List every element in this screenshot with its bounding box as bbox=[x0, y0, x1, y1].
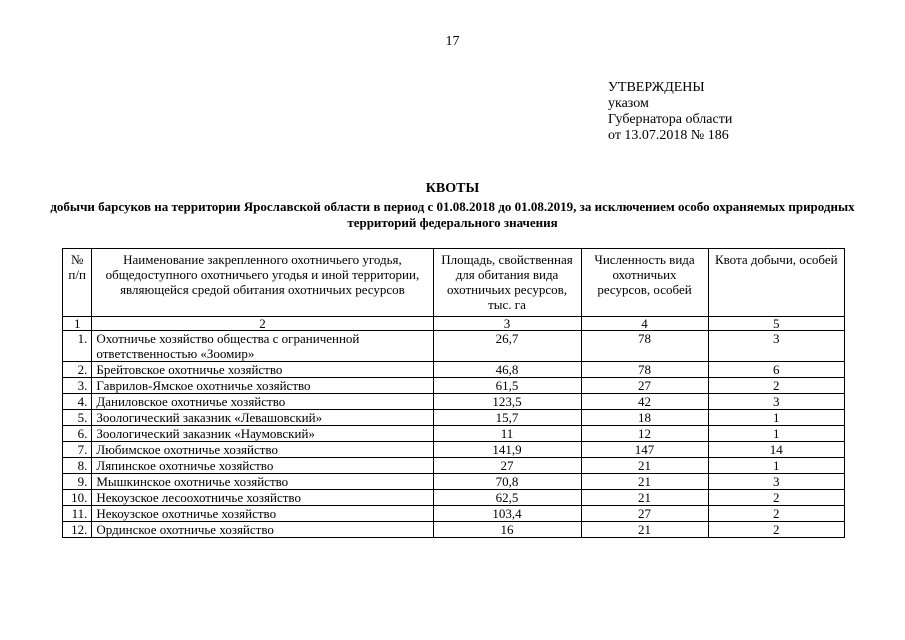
row-count-cell: 21 bbox=[581, 458, 708, 474]
row-area-cell: 141,9 bbox=[433, 442, 581, 458]
index-cell: 3 bbox=[433, 317, 581, 331]
table-row bbox=[63, 522, 845, 538]
table-row bbox=[63, 394, 845, 410]
row-count-cell: 78 bbox=[581, 362, 708, 378]
row-number-cell: 6. bbox=[63, 426, 92, 442]
row-count-cell: 27 bbox=[581, 506, 708, 522]
row-name-cell: Брейтовское охотничье хозяйство bbox=[92, 362, 433, 378]
row-count-cell: 147 bbox=[581, 442, 708, 458]
row-name-cell: Зоологический заказник «Наумовский» bbox=[92, 426, 433, 442]
quotas-table bbox=[62, 248, 845, 538]
row-area-cell: 11 bbox=[433, 426, 581, 442]
row-number-cell: 9. bbox=[63, 474, 92, 490]
index-cell: 5 bbox=[708, 317, 844, 331]
document-subtitle: добычи барсуков на территории Ярославской области в период с 01.08.2018 до 01.08.2019, за исключением особо охраняемых природных территорий федерального значения bbox=[50, 199, 855, 230]
row-name-cell: Даниловское охотничье хозяйство bbox=[92, 394, 433, 410]
row-name-cell: Мышкинское охотничье хозяйство bbox=[92, 474, 433, 490]
page-number: 17 bbox=[445, 34, 460, 49]
approval-block bbox=[608, 80, 732, 144]
row-area-cell: 16 bbox=[433, 522, 581, 538]
row-area-cell: 61,5 bbox=[433, 378, 581, 394]
row-name-cell: Ляпинское охотничье хозяйство bbox=[92, 458, 433, 474]
row-count-cell: 21 bbox=[581, 474, 708, 490]
header-quota: Квота добычи, особей bbox=[708, 249, 844, 317]
row-number-cell: 10. bbox=[63, 490, 92, 506]
row-name-cell: Некоузское охотничье хозяйство bbox=[92, 506, 433, 522]
row-count-cell: 18 bbox=[581, 410, 708, 426]
row-number-cell: 12. bbox=[63, 522, 92, 538]
document-title: КВОТЫ bbox=[425, 181, 480, 196]
header-number: № п/п bbox=[63, 249, 92, 317]
row-quota-cell: 2 bbox=[708, 378, 844, 394]
table-row bbox=[63, 378, 845, 394]
table-row bbox=[63, 331, 845, 362]
index-cell: 1 bbox=[63, 317, 92, 331]
row-number-cell: 11. bbox=[63, 506, 92, 522]
row-number-cell: 1. bbox=[63, 331, 92, 362]
table-row bbox=[63, 426, 845, 442]
row-count-cell: 78 bbox=[581, 331, 708, 362]
row-number-cell: 2. bbox=[63, 362, 92, 378]
table-row bbox=[63, 490, 845, 506]
row-quota-cell: 6 bbox=[708, 362, 844, 378]
row-count-cell: 42 bbox=[581, 394, 708, 410]
row-area-cell: 26,7 bbox=[433, 331, 581, 362]
header-name: Наименование закрепленного охотничьего угодья, общедоступного охотничьего угодья и иной территории, являющейся средой обитания охотничьих ресурсов bbox=[92, 249, 433, 317]
row-quota-cell: 2 bbox=[708, 522, 844, 538]
header-area: Площадь, свойственная для обитания вида охотничьих ресурсов, тыс. га bbox=[433, 249, 581, 317]
row-name-cell: Гаврилов-Ямское охотничье хозяйство bbox=[92, 378, 433, 394]
row-number-cell: 5. bbox=[63, 410, 92, 426]
row-quota-cell: 1 bbox=[708, 458, 844, 474]
column-index-row bbox=[63, 317, 845, 331]
row-count-cell: 21 bbox=[581, 490, 708, 506]
table-row bbox=[63, 362, 845, 378]
row-count-cell: 27 bbox=[581, 378, 708, 394]
row-area-cell: 123,5 bbox=[433, 394, 581, 410]
table-row bbox=[63, 458, 845, 474]
row-quota-cell: 3 bbox=[708, 331, 844, 362]
row-name-cell: Зоологический заказник «Левашовский» bbox=[92, 410, 433, 426]
row-area-cell: 62,5 bbox=[433, 490, 581, 506]
row-count-cell: 21 bbox=[581, 522, 708, 538]
row-name-cell: Любимское охотничье хозяйство bbox=[92, 442, 433, 458]
table-row bbox=[63, 410, 845, 426]
row-area-cell: 103,4 bbox=[433, 506, 581, 522]
row-quota-cell: 1 bbox=[708, 426, 844, 442]
row-quota-cell: 1 bbox=[708, 410, 844, 426]
row-quota-cell: 2 bbox=[708, 506, 844, 522]
row-area-cell: 15,7 bbox=[433, 410, 581, 426]
row-quota-cell: 14 bbox=[708, 442, 844, 458]
row-count-cell: 12 bbox=[581, 426, 708, 442]
row-quota-cell: 3 bbox=[708, 394, 844, 410]
approval-line-approved: УТВЕРЖДЕНЫ bbox=[608, 80, 705, 95]
approval-line-governor: Губернатора области bbox=[608, 112, 733, 127]
row-quota-cell: 3 bbox=[708, 474, 844, 490]
index-cell: 2 bbox=[92, 317, 433, 331]
row-number-cell: 7. bbox=[63, 442, 92, 458]
row-number-cell: 8. bbox=[63, 458, 92, 474]
table-row bbox=[63, 474, 845, 490]
row-name-cell: Охотничье хозяйство общества с ограниченной ответственностью «Зоомир» bbox=[92, 331, 433, 362]
row-area-cell: 46,8 bbox=[433, 362, 581, 378]
row-area-cell: 70,8 bbox=[433, 474, 581, 490]
row-quota-cell: 2 bbox=[708, 490, 844, 506]
approval-line-decree: указом bbox=[608, 96, 649, 111]
header-count: Численность вида охотничьих ресурсов, особей bbox=[581, 249, 708, 317]
index-cell: 4 bbox=[581, 317, 708, 331]
table-header-row bbox=[63, 249, 845, 317]
table-row bbox=[63, 442, 845, 458]
row-name-cell: Ординское охотничье хозяйство bbox=[92, 522, 433, 538]
table-row bbox=[63, 506, 845, 522]
row-name-cell: Некоузское лесоохотничье хозяйство bbox=[92, 490, 433, 506]
row-number-cell: 4. bbox=[63, 394, 92, 410]
row-area-cell: 27 bbox=[433, 458, 581, 474]
approval-line-date: от 13.07.2018 № 186 bbox=[608, 128, 729, 143]
row-number-cell: 3. bbox=[63, 378, 92, 394]
